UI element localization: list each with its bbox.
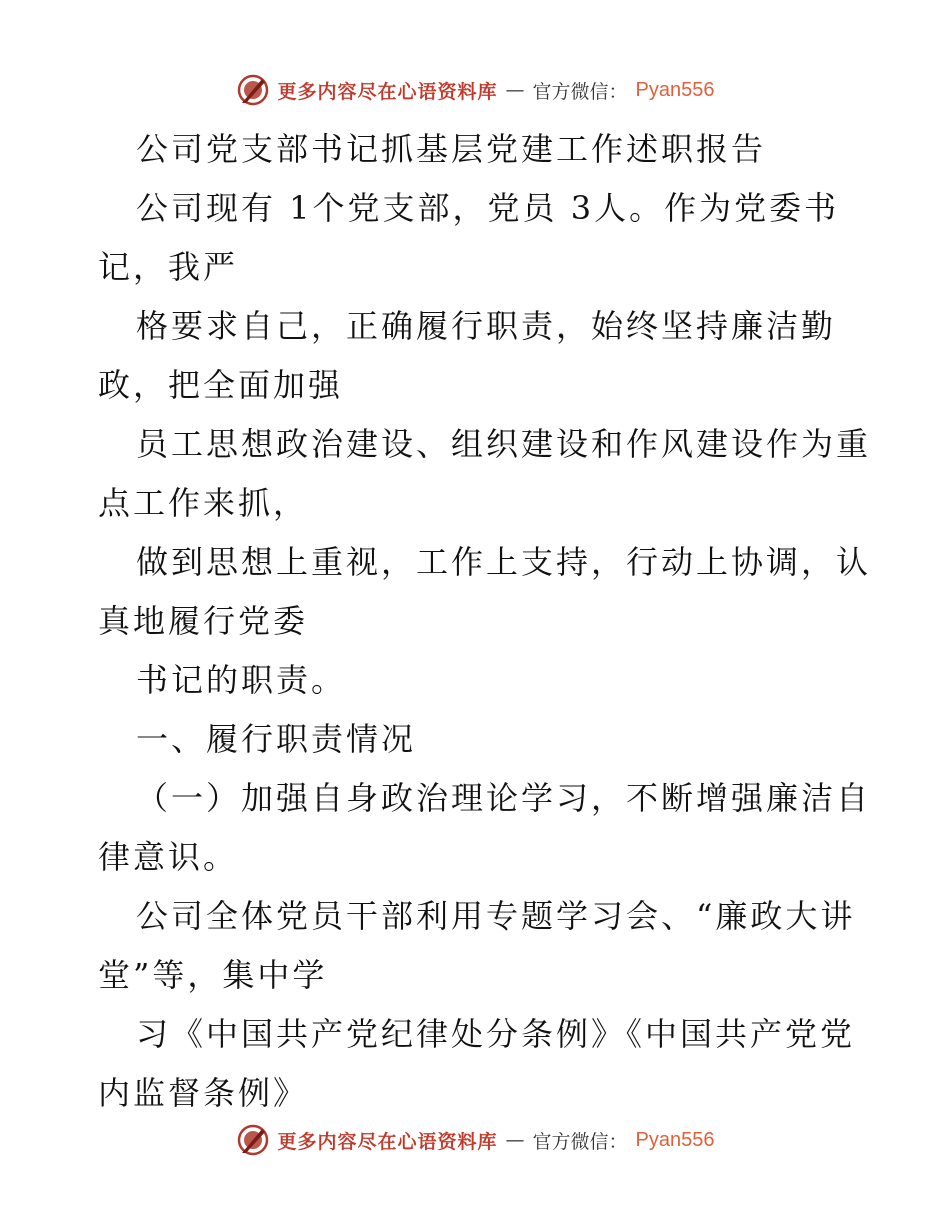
banner-wechat-label: 官方微信： (532, 80, 628, 103)
document-body (98, 120, 872, 1123)
paragraph-line: 律意识。 (98, 838, 239, 876)
quill-seal-icon (236, 73, 270, 107)
banner-dash: — (505, 79, 525, 101)
paragraph-line: 做到思想上重视，工作上支持，行动上协调，认 (136, 543, 872, 581)
document-title: 公司党支部书记抓基层党建工作述职报告 (136, 130, 767, 168)
paragraph-line: 记，我严 (98, 248, 239, 286)
paragraph-line: 堂”等，集中学 (98, 956, 328, 994)
paragraph-line: 公司现有 1个党支部，党员 3人。作为党委书 (136, 189, 840, 227)
paragraph-line: 政，把全面加强 (98, 366, 344, 404)
banner-wechat-id: Pyan556 (635, 1128, 715, 1151)
paragraph-line: 书记的职责。 (136, 661, 347, 699)
paragraph-line: 格要求自己，正确履行职责，始终坚持廉洁勤 (136, 307, 837, 345)
banner-wechat-label: 官方微信： (532, 1130, 628, 1153)
header-banner (0, 70, 950, 110)
banner-wechat-id: Pyan556 (635, 78, 715, 101)
paragraph-line: 公司全体党员干部利用专题学习会、“廉政大讲 (136, 897, 856, 935)
paragraph-line: 习《中国共产党纪律处分条例》《中国共产党党 (136, 1015, 856, 1053)
banner-text: 更多内容尽在心语资料库 (277, 1130, 498, 1153)
banner-text: 更多内容尽在心语资料库 (277, 80, 498, 103)
subsection-heading: （一）加强自身政治理论学习，不断增强廉洁自 (136, 779, 872, 817)
paragraph-line: 员工思想政治建设、组织建设和作风建设作为重 (136, 425, 872, 463)
quill-seal-icon (236, 1123, 270, 1157)
paragraph-line: 真地履行党委 (98, 602, 309, 640)
paragraph-line: 点工作来抓， (98, 484, 309, 522)
banner-dash: — (505, 1129, 525, 1151)
paragraph-line: 内监督条例》 (98, 1074, 309, 1112)
section-heading: 一、履行职责情况 (136, 720, 417, 758)
footer-banner (0, 1120, 950, 1160)
